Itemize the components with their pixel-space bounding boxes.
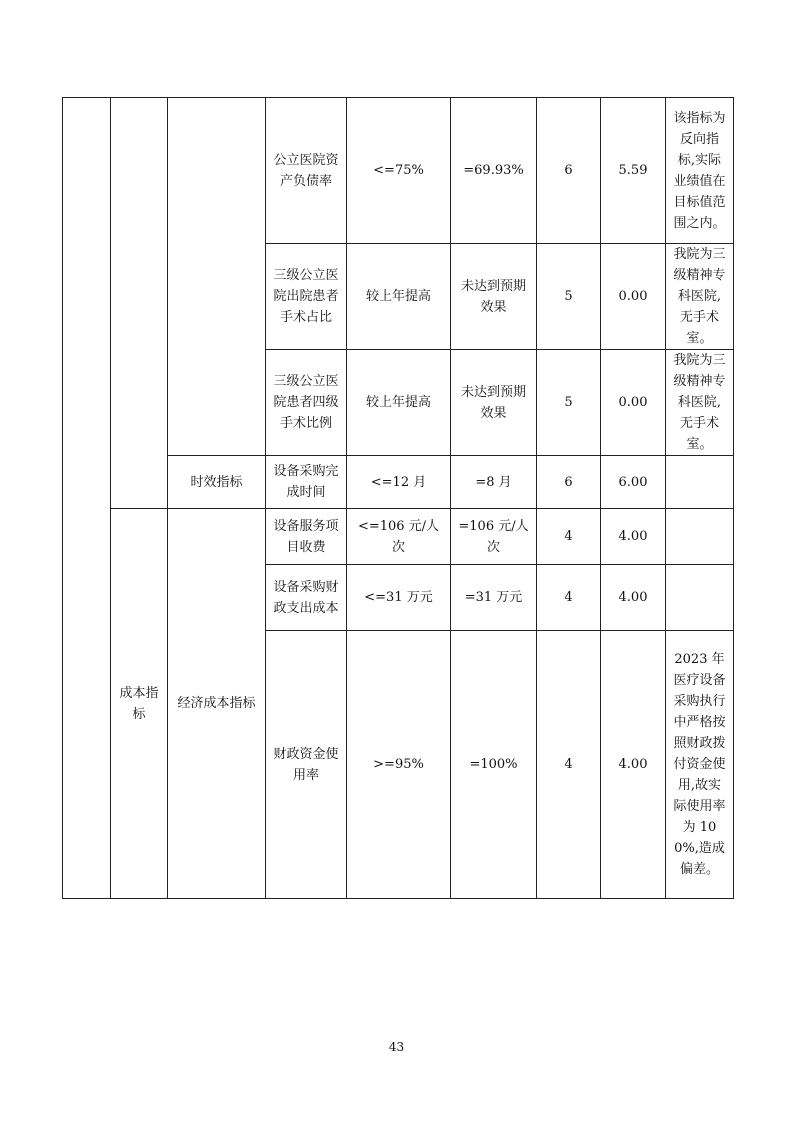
score-cell: 4.00 bbox=[601, 631, 666, 899]
actual-cell: =8 月 bbox=[451, 456, 537, 509]
page-number: 43 bbox=[388, 1040, 405, 1054]
indicator-cell: 设备采购完成时间 bbox=[266, 456, 347, 509]
level2-cell bbox=[111, 98, 168, 509]
target-cell: >=95% bbox=[347, 631, 451, 899]
category-cell: 成本指标 bbox=[111, 509, 168, 899]
actual-cell: 未达到预期效果 bbox=[451, 244, 537, 350]
table-row bbox=[63, 509, 734, 565]
indicator-cell: 设备服务项目收费 bbox=[266, 509, 347, 565]
note-cell bbox=[666, 565, 734, 631]
weight-cell: 5 bbox=[537, 350, 601, 456]
sub-category-cell: 经济成本指标 bbox=[168, 509, 266, 899]
target-cell: 较上年提高 bbox=[347, 244, 451, 350]
target-cell: 较上年提高 bbox=[347, 350, 451, 456]
target-cell: <=75% bbox=[347, 98, 451, 244]
target-cell: <=12 月 bbox=[347, 456, 451, 509]
note-cell: 我院为三级精神专科医院,无手术室。 bbox=[666, 244, 734, 350]
score-cell: 0.00 bbox=[601, 244, 666, 350]
score-cell: 4.00 bbox=[601, 565, 666, 631]
table-row bbox=[63, 98, 734, 244]
target-cell: <=106 元/人次 bbox=[347, 509, 451, 565]
indicator-cell: 设备采购财政支出成本 bbox=[266, 565, 347, 631]
note-cell: 该指标为反向指标,实际业绩值在目标值范围之内。 bbox=[666, 98, 734, 244]
actual-cell: 未达到预期效果 bbox=[451, 350, 537, 456]
target-cell: <=31 万元 bbox=[347, 565, 451, 631]
indicator-cell: 三级公立医院出院患者手术占比 bbox=[266, 244, 347, 350]
weight-cell: 6 bbox=[537, 456, 601, 509]
note-cell: 2023 年医疗设备采购执行中严格按照财政拨付资金使用,故实际使用率为 100%,造成偏差。 bbox=[666, 631, 734, 899]
score-cell: 6.00 bbox=[601, 456, 666, 509]
indicator-cell: 公立医院资产负债率 bbox=[266, 98, 347, 244]
level3-cell bbox=[168, 98, 266, 456]
weight-cell: 4 bbox=[537, 509, 601, 565]
score-cell: 5.59 bbox=[601, 98, 666, 244]
weight-cell: 5 bbox=[537, 244, 601, 350]
score-cell: 4.00 bbox=[601, 509, 666, 565]
sub-category-cell: 时效指标 bbox=[168, 456, 266, 509]
score-cell: 0.00 bbox=[601, 350, 666, 456]
weight-cell: 4 bbox=[537, 631, 601, 899]
performance-table bbox=[62, 97, 734, 899]
note-cell: 我院为三级精神专科医院,无手术室。 bbox=[666, 350, 734, 456]
indicator-cell: 三级公立医院患者四级手术比例 bbox=[266, 350, 347, 456]
level1-cell bbox=[63, 98, 111, 899]
weight-cell: 4 bbox=[537, 565, 601, 631]
indicator-cell: 财政资金使用率 bbox=[266, 631, 347, 899]
weight-cell: 6 bbox=[537, 98, 601, 244]
actual-cell: =31 万元 bbox=[451, 565, 537, 631]
actual-cell: =69.93% bbox=[451, 98, 537, 244]
note-cell bbox=[666, 509, 734, 565]
actual-cell: =106 元/人次 bbox=[451, 509, 537, 565]
note-cell bbox=[666, 456, 734, 509]
actual-cell: =100% bbox=[451, 631, 537, 899]
